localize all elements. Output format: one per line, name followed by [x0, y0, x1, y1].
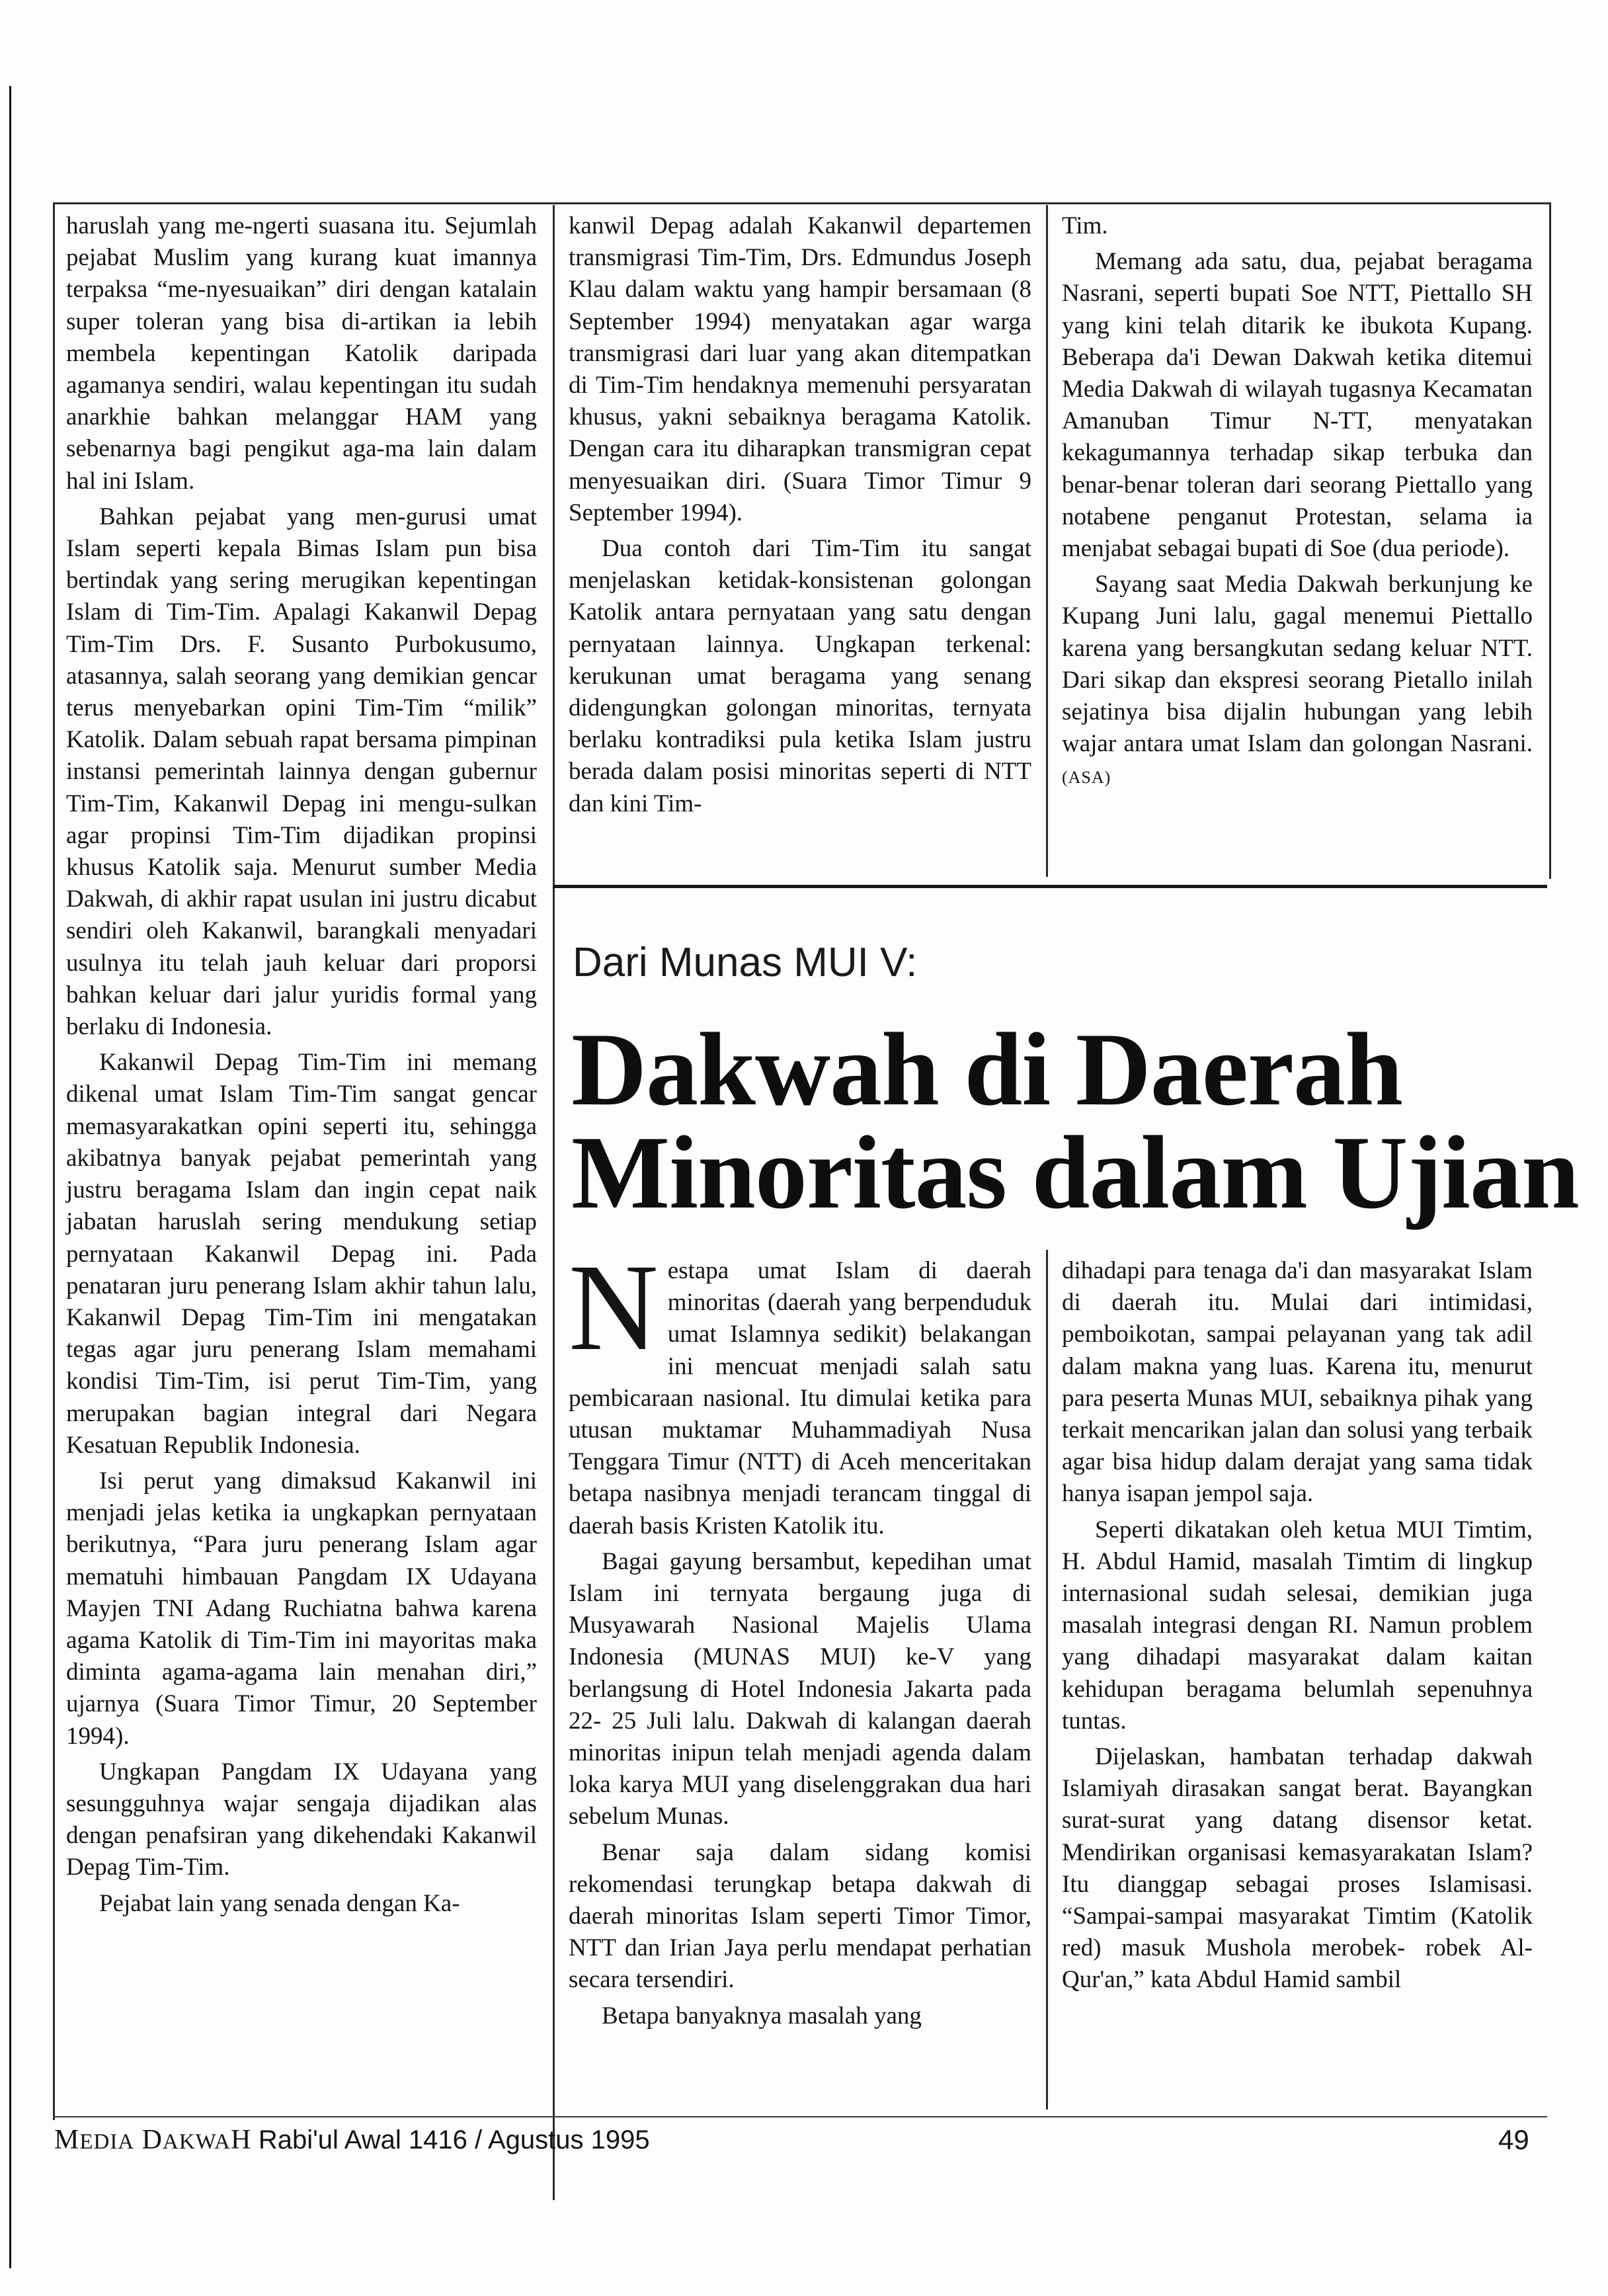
col2-paragraph-1: kanwil Depag adalah Kakanwil departemen transmigrasi Tim-Tim, Drs. Edmundus Joseph Klau dalam waktu yang hampir bersamaan (8 September 1994) menyatakan agar warga transmigrasi dari luar yang akan ditempatkan di Tim-Tim hendaknya memenuhi persyaratan khusus, yakni sebaiknya beragama Katolik. Dengan cara itu diharapkan transmigran cepat menyesuaikan diri. (Suara Timor Timur 9 September 1994).: [569, 212, 1031, 526]
page-number: 49: [1498, 2124, 1529, 2155]
article-a-paragraph-3: Benar saja dalam sidang komisi rekomendasi terungkap betapa dakwah di daerah minoritas Islam seperti Timor Timor, NTT dan Irian Jaya perlu mendapat perhatian secara tersendiri.: [569, 1838, 1031, 1994]
col1-paragraph-1: haruslah yang me-ngerti suasana itu. Sejumlah pejabat Muslim yang kurang kuat imannya terpaksa “me-nyesuaikan” diri dengan katalain super toleran yang bisa di-artikan ia lebih membela kepentingan Katolik daripada agamanya sendiri, walau kepentingan itu sudah anarkhie bahkan melanggar HAM yang sebenarnya bagi pengikut aga-ma lain dalam hal ini Islam.: [66, 212, 537, 495]
brand-letter-d: D: [141, 2125, 163, 2155]
brand-letter-h: H: [231, 2125, 252, 2155]
col1-paragraph-2: Bahkan pejabat yang men-gurusi umat Islam seperti kepala Bimas Islam pun bisa bertindak yang sering merugikan kepentingan Islam di Tim-Tim. Apalagi Kakanwil Depag Tim-Tim Drs. F. Susanto Purbokusumo, atasannya, salah seorang yang demikian gencar terus menyebarkan opini Tim-Tim “milik” Katolik. Dalam sebuah rapat bersama pimpinan instansi pemerintah lainnya dengan gubernur Tim-Tim, Kakanwil Depag ini mengu-sulkan agar propinsi Tim-Tim dijadikan propinsi khusus Katolik saja. Menurut sumber Media Dakwah, di akhir rapat usulan ini justru dicabut sendiri oleh Kakanwil, barangkali menyadari usulnya itu telah jauh keluar dari proporsi bahkan keluar dari jalur yuridis formal yang berlaku di Indonesia.: [66, 503, 537, 1041]
col3-paragraph-3-text: Sayang saat Media Dakwah berkunjung ke Kupang Juni lalu, gagal menemui Piettallo karena yang bersangkutan sedang keluar NTT. Dari sikap dan ekspresi seorang Pietallo inilah sejatinya bisa dijalin hubungan yang lebih wajar antara umat Islam dan golongan Nasrani.: [1062, 571, 1533, 758]
column-rule-3: [1046, 1250, 1048, 2110]
scan-edge-line: [9, 86, 11, 2268]
column-rule-2: [1046, 205, 1048, 877]
footer-rule: [53, 2116, 1547, 2117]
article-a-paragraph-4: Betapa banyaknya masalah yang: [602, 2002, 922, 2030]
col1-paragraph-6: Pejabat lain yang senada dengan Ka-: [99, 1889, 460, 1917]
drop-cap: N: [569, 1238, 659, 1376]
col1-paragraph-5: Ungkapan Pangdam IX Udayana yang sesungguhnya wajar sengaja dijadikan alas dengan penafsiran yang dikehendaki Kakanwil Depag Tim-Tim.: [66, 1758, 537, 1881]
col3-paragraph-1: Tim.: [1062, 212, 1108, 239]
article-lead-text: estapa umat Islam di daerah minoritas (daerah yang berpenduduk umat Islamnya sedikit) belakangan ini mencuat menjadi salah satu pembicaraan nasional. Itu dimulai ketika para utusan muktamar Muhammadiyah Nusa Tenggara Timur (NTT) di Aceh menceritakan betapa nasibnya menjadi terancam tinggal di daerah basis Kristen Katolik itu.: [569, 1257, 1031, 1539]
col1-paragraph-4: Isi perut yang dimaksud Kakanwil ini menjadi jelas ketika ia ungkapkan pernyataan berikutnya, “Para juru penerang Islam agar mematuhi himbauan Pangdam IX Udayana Mayjen TNI Adang Ruchiatna bahwa karena agama Katolik di Tim-Tim ini mayoritas maka diminta agama-agama lain menahan diri,” ujarnya (Suara Timor Timur, 20 September 1994).: [66, 1467, 537, 1750]
article-headline-line-2: Minoritas dalam Ujian: [571, 1115, 1579, 1231]
article-column-a: [569, 1238, 1031, 2032]
col2-paragraph-2: Dua contoh dari Tim-Tim itu sangat menjelaskan ketidak-konsistenan golongan Katolik antara pernyataan yang satu dengan pernyataan lainnya. Ungkapan terkenal: kerukunan umat beragama yang senang didengungkan golongan minoritas, ternyata berlaku kontradiksi pula ketika Islam justru berada dalam posisi minoritas seperti di NTT dan kini Tim-: [569, 535, 1031, 817]
article-separator-line: [553, 885, 1547, 888]
col3-paragraph-3: [1062, 569, 1533, 794]
article-headline-line-1: Dakwah di Daerah: [571, 1012, 1402, 1128]
author-signature: (ASA): [1062, 768, 1111, 788]
column-1: [66, 210, 537, 1920]
article-lead-paragraph: [569, 1238, 1031, 1542]
article-kicker: Dari Munas MUI V:: [573, 940, 918, 985]
column-2: [569, 210, 1031, 820]
col3-paragraph-2: Memang ada satu, dua, pejabat beragama Nasrani, seperti bupati Soe NTT, Piettallo SH yang kini telah ditarik ke ibukota Kupang. Beberapa da'i Dewan Dakwah ketika ditemui Media Dakwah di wilayah tugasnya Kecamatan Amanuban Timur N-TT, menyatakan kekagumannya terhadap sikap terbuka dan benar-benar toleran dari seorang Piettallo yang notabene penganut Protestan, selama ia menjabat sebagai bupati di Soe (dua periode).: [1062, 248, 1533, 563]
column-rule-1: [553, 205, 555, 2200]
brand-letter-m: M: [54, 2125, 80, 2155]
brand-letters-edia: EDIA: [79, 2130, 135, 2154]
col1-paragraph-3: Kakanwil Depag Tim-Tim ini memang dikenal umat Islam Tim-Tim sangat gencar memasyarakatkan opini seperti itu, sehingga akibatnya banyak pejabat pemerintah yang justru beragama Islam dan ingin cepat naik jabatan haruslah sering mendukung setiap pernyataan Kakanwil Depag ini. Pada penataran juru penerang Islam akhir tahun lalu, Kakanwil Depag Tim-Tim ini mengatakan tegas agar juru penerang Islam memahami kondisi Tim-Tim, isi perut Tim-Tim, yang merupakan bagian integral dari Negara Kesatuan Republik Indonesia.: [66, 1049, 537, 1459]
article-a-paragraph-2: Bagai gayung bersambut, kepedihan umat Islam ini ternyata bergaung juga di Musyawarah Nasional Majelis Ulama Indonesia (MUNAS MUI) ke-V yang berlangsung di Hotel Indonesia Jakarta pada 22- 25 Juli lalu. Dakwah di kalangan daerah minoritas inipun telah menjadi agenda dalam loka karya MUI yang diselenggrakan dua hari sebelum Munas.: [569, 1547, 1031, 1830]
magazine-name: [54, 2125, 251, 2155]
left-frame-edge: [53, 202, 55, 2120]
issue-date: Rabi'ul Awal 1416 / Agustus 1995: [258, 2125, 650, 2154]
article-b-paragraph-2: Seperti dikatakan oleh ketua MUI Timtim, H. Abdul Hamid, masalah Timtim di lingkup internasional sudah selesai, demikian juga masalah integrasi dengan RI. Namun problem yang dihadapi masyarakat dalam kaitan kehidupan beragama belumlah sepenuhnya tuntas.: [1062, 1516, 1533, 1735]
column-3: [1062, 210, 1533, 794]
article-column-b: [1062, 1255, 1533, 1996]
article-b-paragraph-3: Dijelaskan, hambatan terhadap dakwah Islamiyah dirasakan sangat berat. Bayangkan surat-surat yang datang disensor ketat. Mendirikan organisasi kemasyarakatan Islam? Itu dianggap sebagai proses Islamisasi. “Sampai-sampai masyarakat Timtim (Katolik red) masuk Mushola merobek- robek Al-Qur'an,” kata Abdul Hamid sambil: [1062, 1743, 1533, 1994]
brand-letters-akwa: AKWA: [163, 2130, 231, 2154]
page-footer: [54, 2124, 650, 2156]
article-b-paragraph-1: dihadapi para tenaga da'i dan masyarakat Islam di daerah itu. Mulai dari intimidasi, pemboikotan, sampai pelayanan yang tak adil dalam makna yang luas. Karena itu, menurut para peserta Munas MUI, sebaiknya pihak yang terkait mencarikan jalan dan solusi yang terbaik agar bisa hidup dalam derajat yang sama tidak hanya isapan jempol saja.: [1062, 1257, 1533, 1508]
